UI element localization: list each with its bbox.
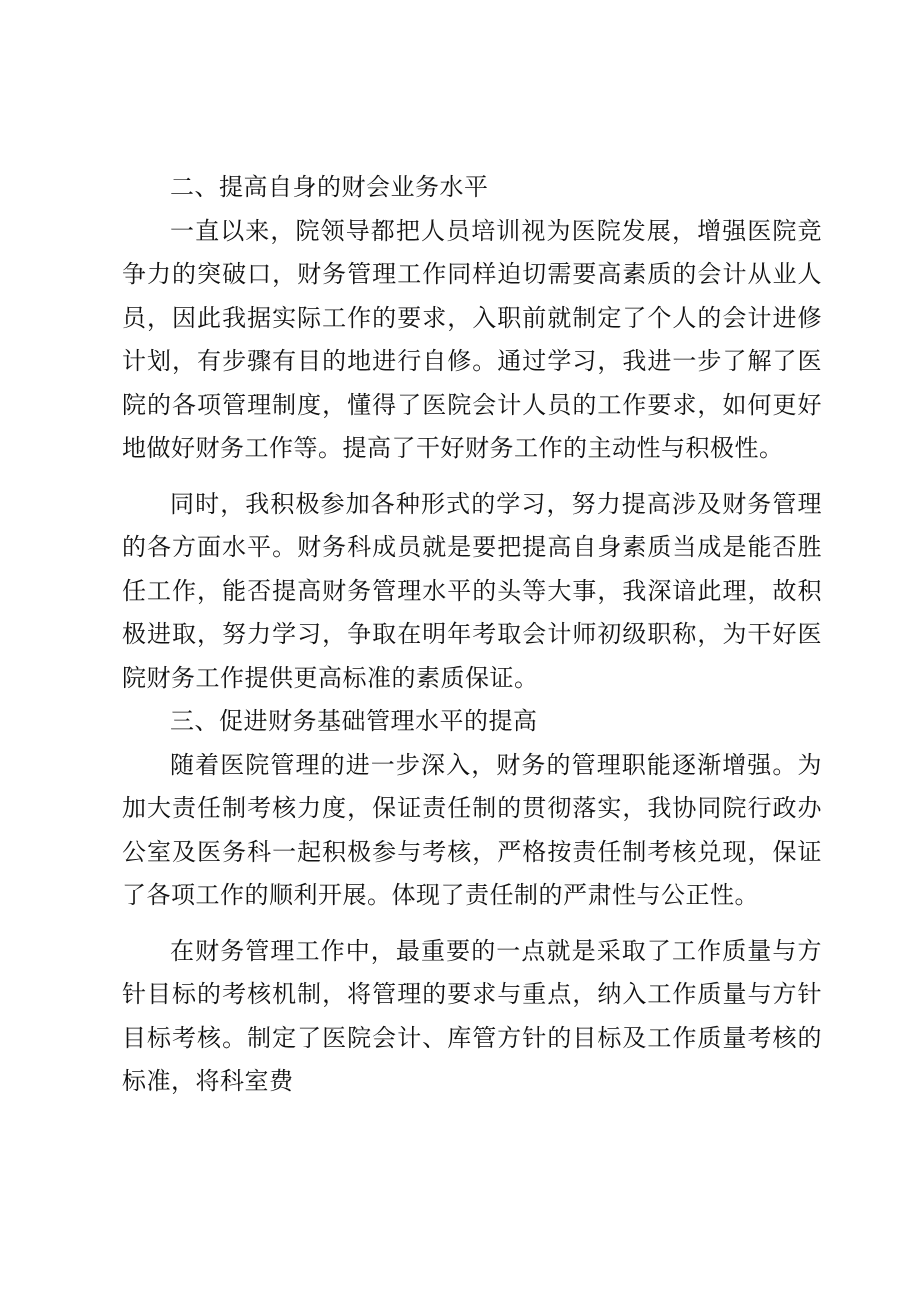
paragraph: 一直以来，院领导都把人员培训视为医院发展，增强医院竞争力的突破口，财务管理工作同样迫切需要高素质的会计从业人员，因此我据实际工作的要求，入职前就制定了个人的会计进修计划，有步骤有目的地进行自修。通过学习，我进一步了解了医院的各项管理制度，懂得了医院会计人员的工作要求，如何更好地做好财务工作等。提高了干好财务工作的主动性与积极性。	[122, 216, 822, 462]
paragraph: 随着医院管理的进一步深入，财务的管理职能逐渐增强。为加大责任制考核力度，保证责任制的贯彻落实，我协同院行政办公室及医务科一起积极参与考核，严格按责任制考核兑现，保证了各项工作的顺利开展。体现了责任制的严肃性与公正性。	[122, 750, 822, 909]
section-heading-3: 三、促进财务基础管理水平的提高	[170, 707, 538, 735]
paragraph: 在财务管理工作中，最重要的一点就是采取了工作质量与方针目标的考核机制，将管理的要求与重点，纳入工作质量与方针目标考核。制定了医院会计、库管方针的目标及工作质量考核的标准，将科室费	[122, 936, 822, 1095]
section-heading-2: 二、提高自身的财会业务水平	[170, 173, 489, 201]
document-body	[122, 166, 822, 1104]
paragraph: 同时，我积极参加各种形式的学习，努力提高涉及财务管理的各方面水平。财务科成员就是要把提高自身素质当成是能否胜任工作，能否提高财务管理水平的头等大事，我深谙此理，故积极进取，努力学习，争取在明年考取会计师初级职称，为干好医院财务工作提供更高标准的素质保证。	[122, 489, 822, 692]
